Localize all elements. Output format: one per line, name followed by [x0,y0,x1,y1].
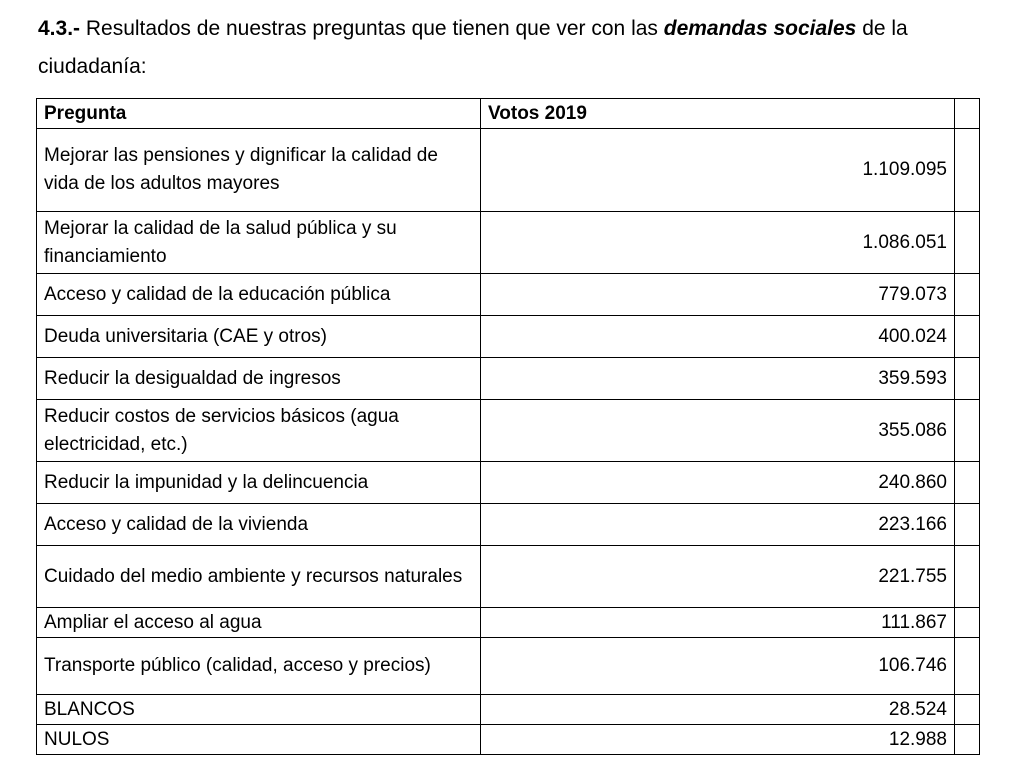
table-row [37,400,980,462]
table-row [37,274,980,316]
question-cell: Reducir la desigualdad de ingresos [37,358,481,400]
question-cell: Cuidado del medio ambiente y recursos naturales [37,546,481,608]
extra-cell [955,608,980,638]
heading-emphasis: demandas sociales [663,17,857,40]
question-cell: Reducir la impunidad y la delincuencia [37,462,481,504]
votes-cell: 111.867 [481,608,955,638]
header-question: Pregunta [37,99,481,129]
heading-text-before: Resultados de nuestras preguntas que tienen que ver con las [80,17,664,40]
table-row [37,608,980,638]
question-cell: BLANCOS [37,695,481,725]
votes-cell: 28.524 [481,695,955,725]
extra-cell [955,400,980,462]
table-row [37,725,980,755]
question-cell: Acceso y calidad de la educación pública [37,274,481,316]
extra-cell [955,504,980,546]
table-row [37,546,980,608]
table-header-row [37,99,980,129]
question-cell: NULOS [37,725,481,755]
extra-cell [955,212,980,274]
table-row [37,316,980,358]
extra-cell [955,274,980,316]
votes-cell: 1.086.051 [481,212,955,274]
table-row [37,504,980,546]
votes-cell: 221.755 [481,546,955,608]
question-cell: Reducir costos de servicios básicos (agua electricidad, etc.) [37,400,481,462]
votes-cell: 106.746 [481,638,955,695]
table-row [37,129,980,212]
extra-cell [955,358,980,400]
question-cell: Transporte público (calidad, acceso y precios) [37,638,481,695]
votes-cell: 355.086 [481,400,955,462]
table-row [37,212,980,274]
extra-cell [955,695,980,725]
section-heading [38,10,998,86]
votes-cell: 240.860 [481,462,955,504]
extra-cell [955,129,980,212]
table-row [37,358,980,400]
extra-cell [955,462,980,504]
extra-cell [955,725,980,755]
extra-cell [955,546,980,608]
question-cell: Ampliar el acceso al agua [37,608,481,638]
table-row [37,462,980,504]
table-row [37,695,980,725]
extra-cell [955,316,980,358]
question-cell: Deuda universitaria (CAE y otros) [37,316,481,358]
votes-cell: 223.166 [481,504,955,546]
section-number: 4.3.- [38,17,81,40]
votes-cell: 359.593 [481,358,955,400]
question-cell: Acceso y calidad de la vivienda [37,504,481,546]
extra-cell [955,638,980,695]
question-cell: Mejorar las pensiones y dignificar la calidad de vida de los adultos mayores [37,129,481,212]
header-extra-cell [955,99,980,129]
table-row [37,638,980,695]
heading-text-after: de la ciudadanía: [38,17,908,78]
header-votes: Votos 2019 [481,99,955,129]
votes-cell: 779.073 [481,274,955,316]
results-table [36,98,980,755]
votes-cell: 1.109.095 [481,129,955,212]
question-cell: Mejorar la calidad de la salud pública y su financiamiento [37,212,481,274]
votes-cell: 12.988 [481,725,955,755]
votes-cell: 400.024 [481,316,955,358]
